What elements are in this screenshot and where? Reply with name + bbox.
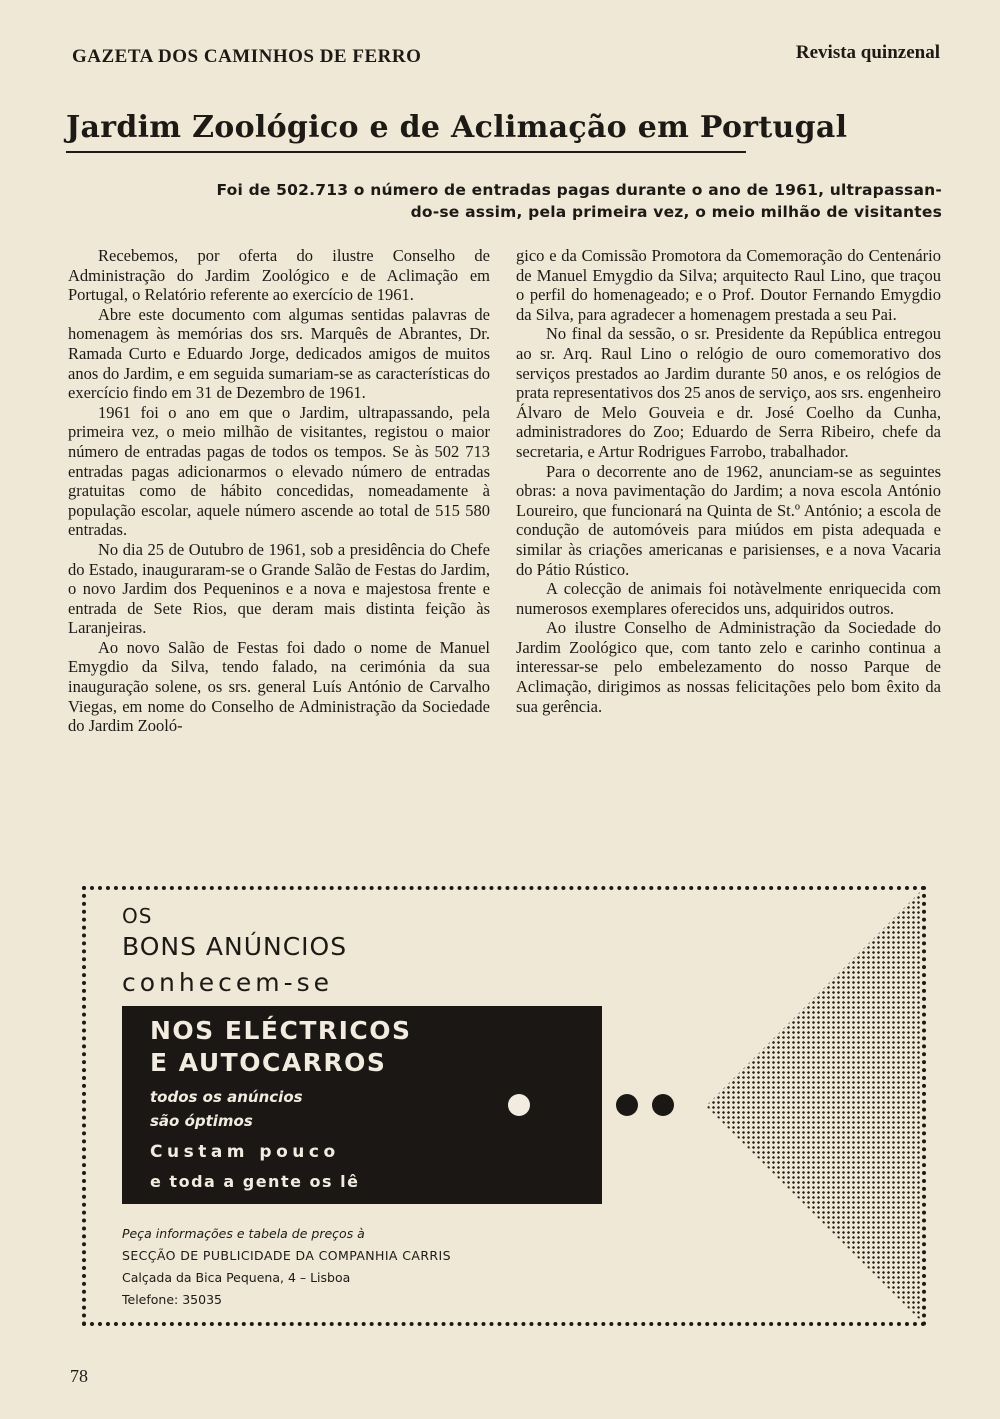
article-column-right	[516, 246, 941, 716]
paragraph: No dia 25 de Outubro de 1961, sob a presidência do Chefe do Estado, inauguraram-se o Grande Salão de Festas do Jardim, o novo Jardim dos Pequeninos e a nova e majestosa frente e entrada de Sete Rios, que deram mais distinta feição às Laranjeiras.	[68, 539, 490, 638]
paragraph: Abre este documento com algumas sentidas palavras de homenagem às memórias dos srs. Marquês de Abrantes, Dr. Ramada Curto e Eduardo Jorge, dedicados amigos de muitos anos do Jardim, e em seguida sumariam-se as características do exercício findo em 31 de Dezembro de 1961.	[68, 304, 490, 403]
paragraph: A colecção de animais foi notàvelmente enriquecida com numerosos exemplares oferecidos uns, adquiridos outros.	[516, 579, 941, 618]
ad-box-line-4: são óptimos	[150, 1112, 253, 1130]
dot	[652, 1094, 674, 1116]
paragraph: Recebemos, por oferta do ilustre Conselho de Administração do Jardim Zoológico e de Aclimação em Portugal, o Relatório referente ao exercício de 1961.	[68, 246, 490, 305]
dot	[616, 1094, 638, 1116]
ad-box-line-3: todos os anúncios	[150, 1088, 303, 1106]
article-title: Jardim Zoológico e de Aclimação em Portugal	[66, 110, 746, 153]
ad-info-line: Calçada da Bica Pequena, 4 – Lisboa	[122, 1270, 351, 1285]
paragraph: Ao novo Salão de Festas foi dado o nome de Manuel Emygdio da Silva, tendo falado, na cerimónia da sua inauguração solene, os srs. general Luís António de Carvalho Viegas, em nome do Conselho de Administração da Sociedade do Jardim Zooló-	[68, 637, 490, 736]
ad-info-line: SECÇÃO DE PUBLICIDADE DA COMPANHIA CARRIS	[122, 1248, 451, 1263]
ad-info-line: Peça informações e tabela de preços à	[122, 1226, 365, 1241]
ad-info-line: Telefone: 35035	[122, 1292, 222, 1307]
advertisement	[82, 886, 926, 1326]
paragraph: No final da sessão, o sr. Presidente da República entregou ao sr. Arq. Raul Lino o relógio de ouro comemorativo dos serviços prestados ao Jardim durante 50 anos, e os relógios de prata representativos dos 25 anos de serviço, aos srs. engenheiro Álvaro de Melo Gouveia e dr. José Coelho da Cunha, administradores do Zoo; Eduardo de Serra Ribeiro, chefe da secretaria, e Artur Rodrigues Farrobo, trabalhador.	[516, 324, 941, 461]
publication-name: GAZETA DOS CAMINHOS DE FERRO	[72, 46, 422, 67]
halftone-triangle	[706, 890, 922, 1322]
page-number: 78	[70, 1366, 88, 1386]
ad-tagline: conhecem-se	[122, 968, 334, 997]
ad-box-line-2: E AUTOCARROS	[150, 1048, 387, 1077]
ad-box-line-6: e toda a gente os lê	[150, 1172, 360, 1191]
paragraph-continued: gico e da Comissão Promotora da Comemoração do Centenário de Manuel Emygdio da Silva; arquitecto Raul Lino, que traçou o perfil do homenageado; e o Prof. Doutor Fernando Emygdio da Silva, para agradecer a homenagem prestada a seu Pai.	[516, 246, 941, 324]
dot	[544, 1094, 566, 1116]
ad-box-line-1: NOS ELÉCTRICOS	[150, 1016, 412, 1045]
article-column-left	[68, 246, 490, 736]
paragraph: 1961 foi o ano em que o Jardim, ultrapassando, pela primeira vez, o meio milhão de visitantes, registou o maior número de entradas pagas de todos os tempos. Se às 502 713 entradas pagas adicionarmos o elevado número de entradas gratuitas como de hábito concedidas, nomeadamente à população escolar, aquele número ascende ao total de 515 580 entradas.	[68, 402, 490, 540]
dot	[508, 1094, 530, 1116]
paragraph: Ao ilustre Conselho de Administração da Sociedade do Jardim Zoológico que, com tanto zelo e carinho continua a interessar-se pelo embelezamento do nosso Parque de Aclimação, dirigimos as nossas felicitações pelo bom êxito da sua gerência.	[516, 618, 941, 716]
dot-row	[506, 1086, 696, 1126]
ad-os: OS	[122, 904, 153, 928]
paragraph: Para o decorrente ano de 1962, anunciam-se as seguintes obras: a nova pavimentação do Jardim; a nova escola António Loureiro, que funcionará na Quinta de St.º António; a escola de condução de automóveis para miúdos em pista adequada e similar às criações americanas e parisienses, e a nova Vacaria do Pátio Rústico.	[516, 461, 941, 579]
subtitle-line-2: do-se assim, pela primeira vez, o meio milhão de visitantes	[410, 203, 942, 221]
dot	[580, 1094, 602, 1116]
publication-frequency: Revista quinzenal	[795, 42, 940, 63]
subtitle-line-1: Foi de 502.713 o número de entradas pagas durante o ano de 1961, ultrapassan-	[216, 181, 942, 199]
article-subtitle	[68, 179, 942, 223]
ad-headline: BONS ANÚNCIOS	[122, 932, 348, 961]
ad-box-line-5: Custam pouco	[150, 1142, 340, 1162]
